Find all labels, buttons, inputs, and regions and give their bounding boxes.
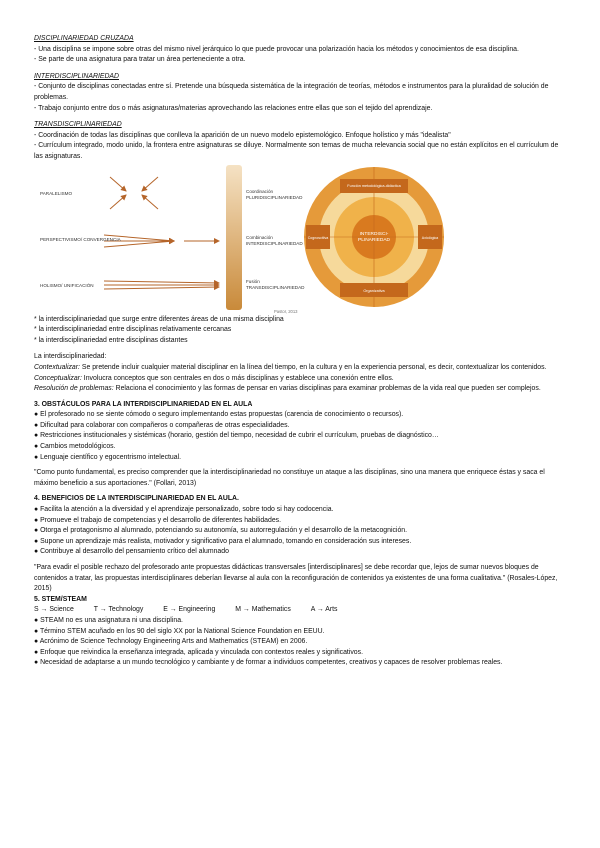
gradient-bar: [226, 165, 242, 310]
fig-left-label-1: PARALELISMO: [40, 190, 73, 196]
circle-center-1: INTERDISCI-: [359, 231, 389, 237]
stem-letters: [34, 605, 564, 616]
obstaculo-1: ● El profesorado no se siente cómodo o seguro implementando estas propuestas (carencia de conocimiento o recursos).: [34, 411, 404, 419]
bullet-a-3: * la interdisciplinariedad entre disciplinas distantes: [34, 336, 188, 344]
disciplinarity-figure: [34, 165, 564, 315]
cruzada-line-1: - Una disciplina se impone sobre otras del mismo nivel jerárquico lo que puede provocar una polarización hacia los métodos y conocimientos de esa disciplina.: [34, 45, 519, 53]
convergencia-arrows: [104, 235, 219, 247]
beneficio-2: ● Promueve el trabajo de competencias y el desarrollo de diferentes habilidades.: [34, 516, 282, 524]
stem-item-3: ● Acrónimo de Science Technology Engineering Arts and Mathematics (STEAM) en 2006.: [34, 638, 308, 646]
fig-left-label-3: HOLISMO/ UNIFICACIÓN: [40, 282, 94, 288]
circle-center-2: PLINARIEDAD: [358, 237, 390, 243]
beneficio-3: ● Otorga el protagonismo al alumnado, potenciando su autonomía, su autorregulación y el desarrollo de la metacognición.: [34, 527, 408, 535]
inter-block-item-3: Resolución de problemas: Relaciona el conocimiento y las formas de pensar en varias disciplinas para examinar problemas de la vida real que pueden ser complejos.: [34, 385, 541, 393]
inter-block-item-2: Conceptualizar: Involucra conceptos que son centrales en dos o más disciplinas y establece una conexión entre ellos.: [34, 374, 394, 382]
inter-block-item-1: Contextualizar: Se pretende incluir cualquier material disciplinar en la línea del tiempo, en la cultura y en la experiencia personal, es decir, contextualizar los contenidos.: [34, 363, 547, 371]
fig-right-label-1a: Coordinación: [246, 188, 274, 194]
stem-letter-a: A → Arts: [310, 606, 338, 614]
beneficio-5: ● Contribuye al desarrollo del pensamiento crítico del alumnado: [34, 548, 229, 556]
stem-letter-m: M → Mathematics: [235, 606, 291, 614]
heading-cruzada: DISCIPLINARIEDAD CRUZADA: [34, 35, 134, 42]
beneficio-1: ● Facilita la atención a la diversidad y el aprendizaje personalizado, sobre todo si hay codocencia.: [34, 506, 334, 514]
circle-top: Función metodológica-didáctica: [347, 183, 401, 188]
fig-right-label-3b: TRANSDISCIPLINARIEDAD: [246, 284, 305, 290]
fig-right-label-3a: Fusión: [246, 278, 260, 284]
fig-right-label-2b: INTERDISCIPLINARIEDAD: [246, 240, 303, 246]
fig-credit: Pastor, 2013: [274, 308, 298, 314]
circle-bottom: Organizativa: [363, 288, 385, 293]
heading-stem: 5. STEM/STEAM: [34, 595, 87, 603]
fig-right-label-1b: PLURIDISCIPLINARIEDAD: [246, 194, 303, 200]
fig-left-label-2: PERSPECTIVISMO/ CONVERGENCIA: [40, 236, 121, 242]
trans-line-2: - Currículum integrado, modo unido, la frontera entre asignaturas se diluye. Normalmente son temas de mucha relevancia social que no están explícitos en el currículum de las asignaturas.: [34, 142, 559, 160]
circle-right: Axiológica: [421, 235, 439, 240]
stem-item-2: ● Término STEM acuñado en los 90 del siglo XX por la National Science Foundation en EEUU.: [34, 627, 325, 635]
stem-item-5: ● Necesidad de adaptarse a un mundo tecnológico y cambiante y de formar a individuos competentes, creativos y capaces de resolver problemas reales.: [34, 659, 503, 667]
heading-obstaculos: 3. OBSTÁCULOS PARA LA INTERDISCIPLINARIEDAD EN EL AULA: [34, 400, 253, 408]
stem-letter-t: T → Technology: [93, 606, 144, 614]
bullet-a-2: * la interdisciplinariedad entre disciplinas relativamente cercanas: [34, 326, 232, 334]
unificacion-arrows: [104, 281, 219, 289]
stem-letter-s: S → Science: [34, 606, 74, 614]
paralelismo-arrows: [110, 177, 158, 209]
beneficio-4: ● Supone un aprendizaje más realista, motivador y significativo para el alumnado, tomando en consideración sus intereses.: [34, 537, 412, 545]
figure-svg: [34, 165, 564, 315]
trans-line-1: - Coordinación de todas las disciplinas que conlleva la aparición de un nuevo modelo epistemológico. Enfoque holístico y más "idealista": [34, 131, 451, 139]
obstaculo-2: ● Dificultad para colaborar con compañeros o compañeras de otras especialidades.: [34, 421, 290, 429]
quote-rosales: "Para evadir el posible rechazo del profesorado ante propuestas didácticas transversales [interdisciplinares] se debe recordar que, lejos de sumar nuevos bloques de contenidos a tratar, las propuestas interdisciplinares deberían llevarse al aula con la reconfiguración de contenidos ya existentes de una forma cualitativa." (Rosales-López, 2015): [34, 564, 558, 593]
circle-left: Cognoscitiva: [307, 235, 329, 240]
fig-right-label-2a: Combinación: [246, 234, 273, 240]
heading-inter: INTERDISCIPLINARIEDAD: [34, 72, 119, 80]
cruzada-line-2: - Se parte de una asignatura para tratar un área perteneciente a otra.: [34, 56, 246, 64]
inter-line-1: - Conjunto de disciplinas conectadas entre sí. Pretende una búsqueda sistemática de la integración de teorías, métodos e instrumentos para la pluralidad de solución de problemas.: [34, 83, 549, 101]
obstaculo-3: ● Restricciones institucionales y sistémicas (horario, gestión del tiempo, necesidad de cubrir el currículum, pruebas de diagnóstico…: [34, 432, 439, 440]
quote-follari: "Como punto fundamental, es preciso comprender que la interdisciplinariedad no constituye un ataque a las disciplinas, sino una manera que enriquece éstas y saca el máximo beneficio a sus aportaciones." (Follari, 2013): [34, 469, 545, 487]
document-page: [34, 34, 564, 669]
heading-beneficios: 4. BENEFICIOS DE LA INTERDISCIPLINARIEDAD EN EL AULA.: [34, 495, 239, 503]
obstaculo-4: ● Cambios metodológicos.: [34, 443, 116, 451]
heading-trans: TRANSDISCIPLINARIEDAD: [34, 121, 122, 129]
stem-item-4: ● Enfoque que reivindica la enseñanza integrada, aplicada y vinculada con contextos reales y significativos.: [34, 648, 363, 656]
inter-line-2: - Trabajo conjunto entre dos o más asignaturas/materias aprovechando las relaciones entre ellas que son el tejido del aprendizaje.: [34, 104, 433, 112]
stem-letter-e: E → Engineering: [163, 606, 216, 614]
obstaculo-5: ● Lenguaje científico y egocentrismo intelectual.: [34, 453, 182, 461]
stem-item-1: ● STEAM no es una asignatura ni una disciplina.: [34, 616, 183, 624]
bullet-a-1: * la interdisciplinariedad que surge entre diferentes áreas de una misma disciplina: [34, 315, 284, 323]
inter-block-title: La interdisciplinariedad:: [34, 353, 107, 361]
